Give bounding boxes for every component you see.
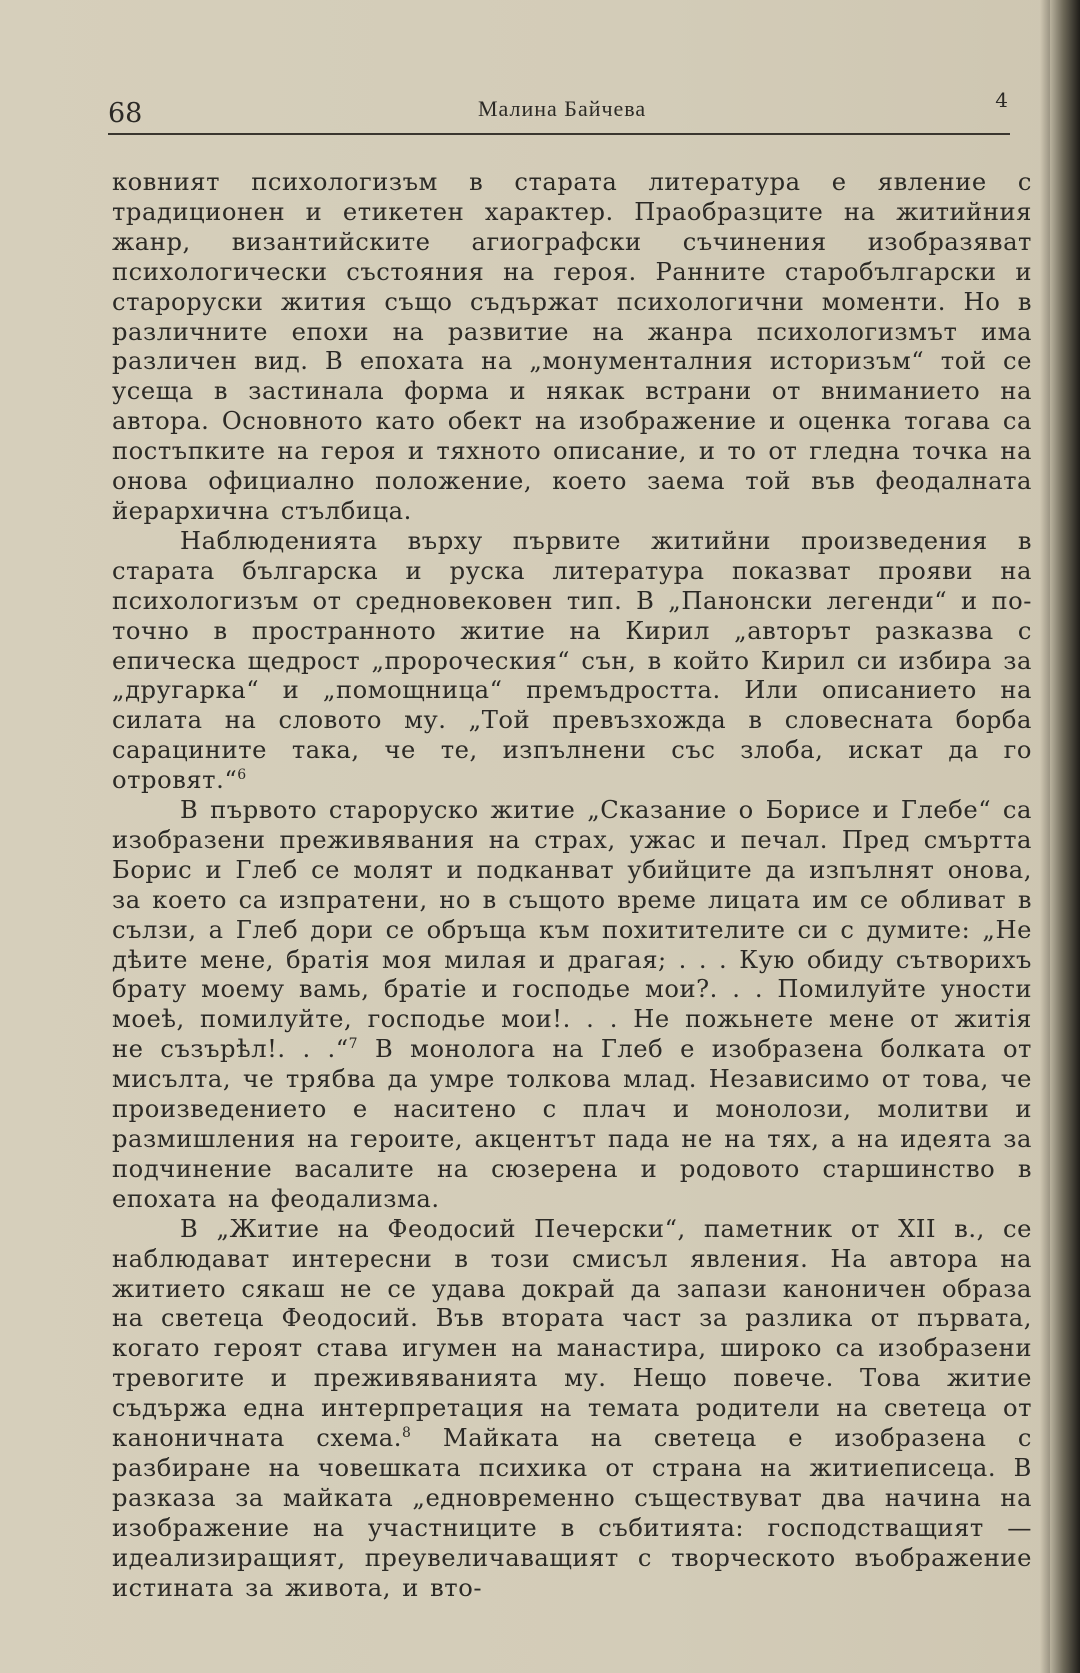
paragraph-4-text: В „Житие на Феодосий Печерски“, паметник от XII в., се наблюдават интересни в този смисъл явления. На автора на житието сякаш не се удава докрай да запази каноничен образа на светеца Феодосий. Във втората част за разлика от първата, когато героят става игумен на манастира, широко са изобразени тревогите и преживяванията му. Нещо повече. Това житие съдържа една интерпретация на темата родители на светеца от каноничната схема.: [112, 1214, 1032, 1453]
paragraph-4-text-continued: Майката на светеца е изобразена с разбиране на човешката психика от страна на житиеписеца. В разказа за майката „едновременно съществуват два начина на изображение на участниците в събитията: господстващият — идеализиращият, преувеличаващият с творческото въображение истината за живота, и вто-: [112, 1424, 1032, 1602]
chapter-number: 4: [995, 88, 1008, 112]
page-number: 68: [108, 98, 143, 129]
paragraph-3: [112, 796, 1032, 1215]
paragraph-3-text-continued: В монолога на Глеб е изобразена болката от мисълта, че трябва да умре толкова млад. Независимо от това, че произведението е наситено с плач и монолози, молитви и размишления на героите, акцентът пада не на тях, а на идеята за подчинение васалите на сюзерена и родовото старшинство в епохата на феодализма.: [112, 1035, 1032, 1213]
paragraph-2-text: Наблюденията върху първите житийни произведения в старата българска и руска литература показват прояви на психологизъм от средновековен тип. В „Панонски легенди“ и по-точно в пространното житие на Кирил „авторът разказва с епическа щедрост „пророческия“ сън, в който Кирил си избира за „другарка“ и „помощница“ премъдростта. Или описанието на силата на словото му. „Той превъзхожда в словесната борба сарацините така, че те, изпълнени със злоба, искат да го отровят.“: [112, 526, 1032, 795]
paragraph-3-text: В първото староруско житие „Сказание о Борисе и Глебе“ са изобразени преживявания на страх, ужас и печал. Пред смъртта Борис и Глеб се молят и подканват убийците да изпълнят онова, за което са изпратени, но в същото време лицата им се обливат в сълзи, а Глеб дори се обръща към похитителите си с думите: „Не дѣите мене, братiя моя милая и драгая; . . . Кую обиду сътворихъ брату моему вамь, братiе и господье мои?. . . Помилуйте уности моеѣ, помилуйте, господье мои!. . . Не пожьнете мене от житiя не съзърѣл!. . .“: [112, 796, 1032, 1064]
paragraph-1: [112, 168, 1032, 527]
body-text: [112, 168, 1032, 1604]
paragraph-1-text: ковният психологизъм в старата литература е явление с традиционен и етикетен характер. Праобразците на житийния жанр, византийските агиографски съчинения изобразяват психологически състояния на героя. Ранните старобългарски и староруски жития също съдържат психологични моменти. Но в различните епохи на развитие на жанра психологизмът има различен вид. В епохата на „монументалния историзъм“ той се усеща в застинала форма и някак встрани от вниманието на автора. Основното като обект на изображение и оценка тогава са постъпките на героя и тяхното описание, и то от гледна точка на онова официално положение, което заема той във феодалната йерархична стълбица.: [112, 168, 1032, 525]
book-spine: [1050, 0, 1080, 1673]
header-rule: [108, 133, 1010, 135]
paragraph-2: [112, 527, 1032, 796]
running-head-author: Малина Байчева: [478, 96, 647, 121]
page-gutter-shadow: [1040, 0, 1050, 1673]
paragraph-4: [112, 1215, 1032, 1604]
page-header: [108, 88, 1018, 138]
footnote-ref-8[interactable]: 8: [402, 1425, 412, 1441]
footnote-ref-6[interactable]: 6: [237, 767, 247, 784]
footnote-ref-7[interactable]: 7: [348, 1036, 359, 1053]
